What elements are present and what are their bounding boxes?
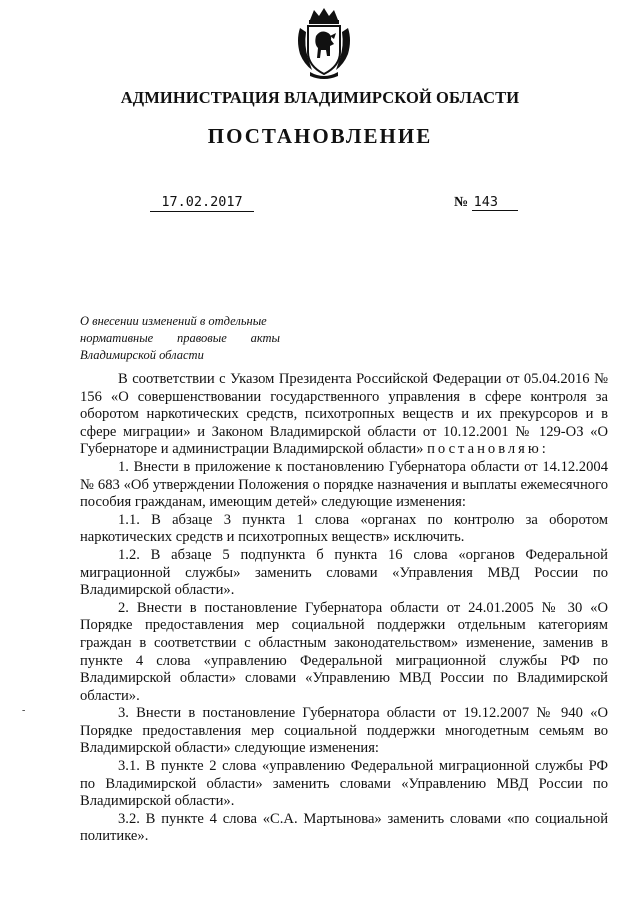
subject-line: нормативные правовые акты (80, 331, 280, 345)
body-paragraph: 1.1. В абзаце 3 пункта 1 слова «органах по контролю за оборотом наркотических средств и психотропных веществ» исключить. (80, 511, 608, 546)
number-sign: № (454, 195, 469, 210)
document-body (80, 371, 608, 846)
preamble-text: В соответствии с Указом Президента Российской Федерации от 05.04.2016 № 156 «О совершенствовании государственного управления в сфере контроля за оборотом наркотических средств, психотропных веществ и их прекурсоров и в сфере миграции» и Законом Владимирской области от 10.12.2001 № 129-ОЗ «О Губернаторе и администрации Владимирской области» (80, 371, 608, 458)
decree-word: постановляю: (427, 441, 549, 458)
document-type-title: ПОСТАНОВЛЕНИЕ (207, 124, 433, 148)
coat-of-arms-emblem (294, 6, 354, 80)
subject-line: О внесении изменений в отдельные (80, 314, 267, 328)
subject-line: Владимирской области (80, 348, 204, 362)
organization-title: АДМИНИСТРАЦИЯ ВЛАДИМИРСКОЙ ОБЛАСТИ (120, 88, 520, 107)
preamble-paragraph (80, 371, 608, 459)
body-paragraph: 2. Внести в постановление Губернатора области от 24.01.2005 № 30 «О Порядке предоставления мер социальной поддержки отдельным категориям граждан в соответствии с областным законодательством» изменение, заменив в пункте 4 слова «управлению Федеральной миграционной службы РФ по Владимирской области» словами «Управлению МВД России по Владимирской области». (80, 599, 608, 704)
document-number: 143 (472, 194, 518, 211)
document-subject (80, 313, 280, 364)
body-paragraph: 3. Внести в постановление Губернатора области от 19.12.2007 № 940 «О Порядке предоставления мер социальной поддержки многодетным семьям во Владимирской области» следующие изменения: (80, 705, 608, 757)
body-paragraph: 3.1. В пункте 2 слова «управлению Федеральной миграционной службы РФ по Владимирской области» заменить словами «Управлению МВД России по Владимирской области». (80, 758, 608, 810)
body-paragraph: 1. Внести в приложение к постановлению Губернатора области от 14.12.2004 № 683 «Об утверждении Положения о порядке назначения и выплаты ежемесячного пособия гражданам, имеющим детей» следующие изменения: (80, 458, 608, 511)
document-date: 17.02.2017 (150, 194, 254, 212)
margin-mark: - (22, 705, 26, 716)
body-paragraph: 3.2. В пункте 4 слова «С.А. Мартынова» заменить словами «по социальной политике». (80, 810, 608, 845)
document-number-block (454, 194, 518, 211)
body-paragraph: 1.2. В абзаце 5 подпункта б пункта 16 слова «органов Федеральной миграционной службы» заменить словами «Управления МВД России по Владимирской области». (80, 546, 608, 599)
